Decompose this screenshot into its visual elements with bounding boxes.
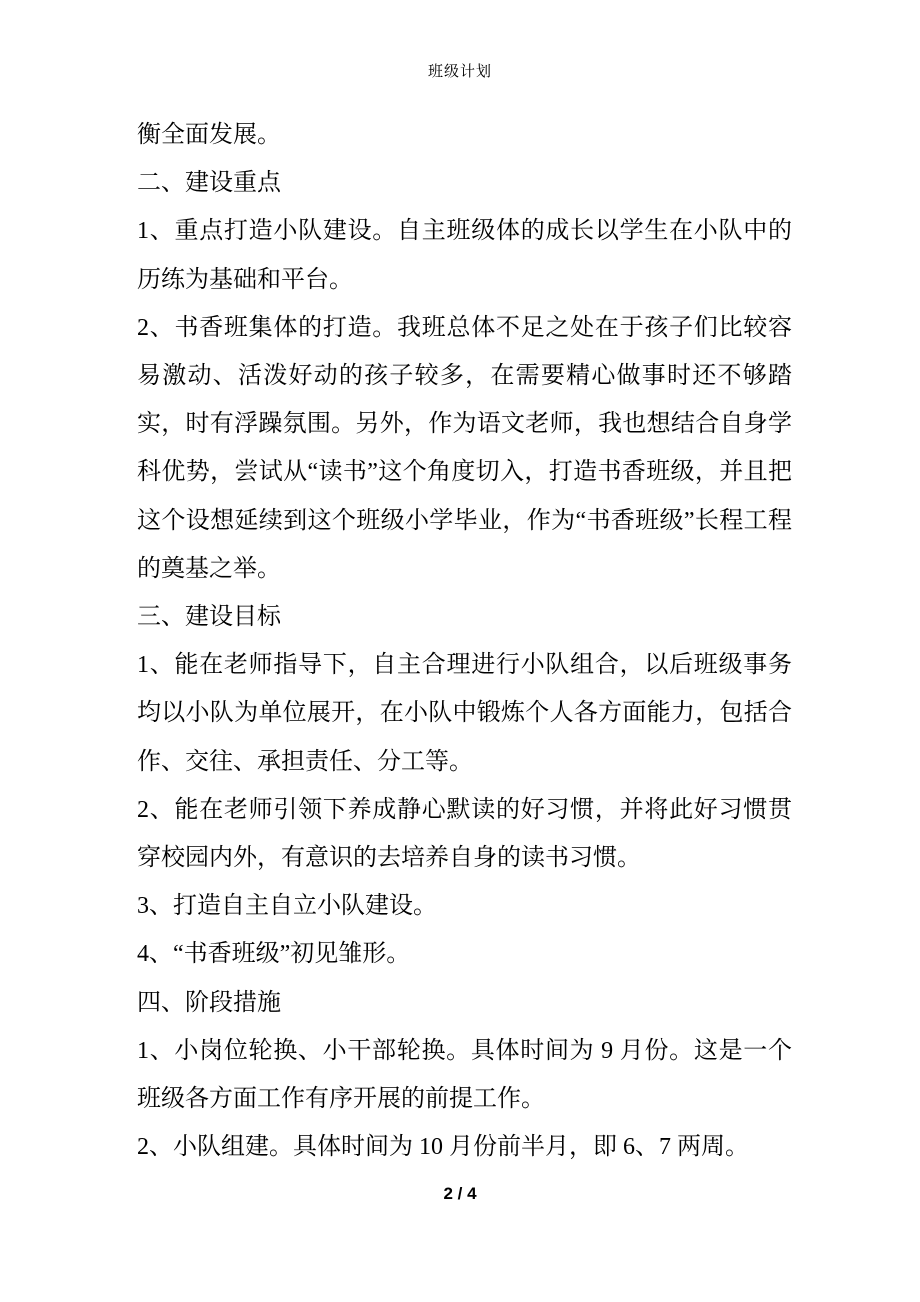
paragraph: 3、打造自主自立小队建设。 — [137, 893, 437, 920]
paragraph: 2、能在老师引领下养成静心默读的好习惯，并将此好习惯贯穿校园内外，有意识的去培养自身的读书习惯。 — [137, 796, 792, 872]
paragraph: 2、书香班集体的打造。我班总体不足之处在于孩子们比较容易激动、活泼好动的孩子较多，在需要精心做事时还不够踏实，时有浮躁氛围。另外，作为语文老师，我也想结合自身学科优势，尝试从“读书”这个角度切入，打造书香班级，并且把这个设想延续到这个班级小学毕业，作为“书香班级”长程工程的奠基之举。 — [137, 314, 792, 582]
paragraph: 衡全面发展。 — [137, 122, 281, 148]
document-body — [137, 111, 792, 1171]
page-header-title: 班级计划 — [427, 64, 492, 80]
section-heading: 二、建设重点 — [137, 170, 281, 197]
paragraph: 1、小岗位轮换、小干部轮换。具体时间为 9 月份。这是一个班级各方面工作有序开展的前提工作。 — [137, 1037, 792, 1113]
paragraph: 1、能在老师指导下，自主合理进行小队组合，以后班级事务均以小队为单位展开，在小队中锻炼个人各方面能力，包括合作、交往、承担责任、分工等。 — [137, 652, 792, 775]
section-heading: 三、建设目标 — [137, 604, 281, 631]
paragraph: 1、重点打造小队建设。自主班级体的成长以学生在小队中的历练为基础和平台。 — [137, 218, 792, 293]
paragraph: 2、小队组建。具体时间为 10 月份前半月，即 6、7 两周。 — [137, 1134, 749, 1161]
section-heading: 四、阶段措施 — [137, 989, 281, 1016]
page-number: 2 / 4 — [443, 1184, 477, 1203]
paragraph: 4、“书香班级”初见雏形。 — [137, 941, 411, 968]
